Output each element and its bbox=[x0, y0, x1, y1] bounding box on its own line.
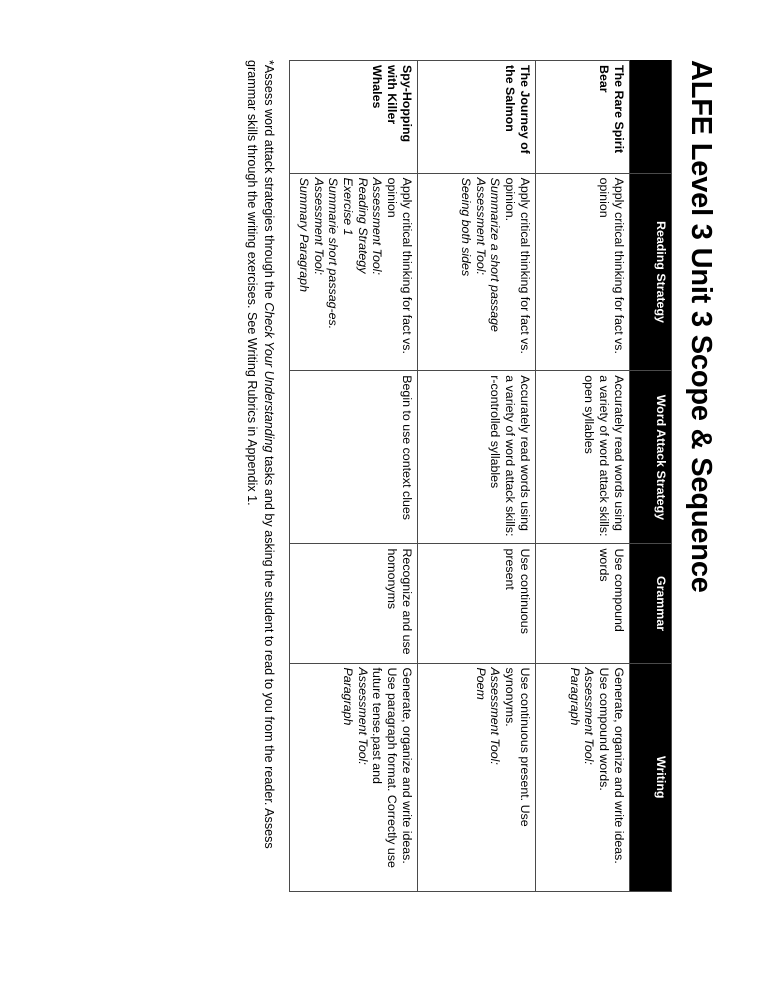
cell-writing-3 bbox=[289, 663, 417, 892]
table-row bbox=[535, 61, 629, 892]
page-title: ALFE Level 3 Unit 3 Scope & Sequence bbox=[685, 60, 717, 593]
cell-line-0: Use compound words bbox=[596, 548, 626, 632]
cell-line-1: Assessment Tool: bbox=[355, 667, 370, 765]
cell-line-1: Assessment Tool: bbox=[370, 177, 385, 275]
table-row bbox=[417, 61, 535, 892]
header-cell-writing: Writing bbox=[629, 663, 671, 892]
cell-line-0: Apply critical thinking for fact vs. opinion bbox=[596, 177, 626, 354]
cell-line-1: Assessment Tool: bbox=[582, 667, 597, 765]
cell-line-3: Exercise 1 bbox=[341, 177, 356, 236]
cell-line-0: Generate, organize and write ideas. Use paragraph format. Correctly use future tense.past and bbox=[370, 667, 414, 868]
cell-line-0: Accurately read words using a variety of word attack skills: r-controlled syllables bbox=[488, 375, 532, 537]
cell-line-5: Summary Paragraph bbox=[297, 177, 312, 292]
footnote-emphasis: Check Your Understanding bbox=[261, 302, 276, 453]
cell-line-0: Use continuous present. Use synonyms. bbox=[502, 667, 532, 827]
footnote-part2: tasks and by asking the student to read to you from the reader. Assess grammar skills through the writing exercises. See Writing Rubrics in Appendix 1. bbox=[245, 60, 276, 849]
table-header-row bbox=[629, 61, 671, 892]
header-cell-word-attack-strategy bbox=[629, 371, 671, 544]
cell-line-0: Apply critical thinking for fact vs. opinion bbox=[384, 177, 414, 354]
header-cell-reading-strategy: Reading Strategy bbox=[629, 173, 671, 371]
cell-word-attack-2 bbox=[417, 371, 535, 544]
cell-line-4: Summarie short passag-es. Assessment Tool: bbox=[311, 177, 341, 330]
header-word-attack-line2: Strategy bbox=[653, 470, 668, 521]
cell-line-0: Use continuous present bbox=[502, 548, 532, 634]
cell-line-2: Poem bbox=[473, 667, 488, 700]
row-title-3: Spy-Hopping with Killer Whales bbox=[289, 61, 417, 174]
table-header bbox=[629, 61, 671, 892]
cell-line-0: Accurately read words using a variety of word attack skills: open syllables bbox=[582, 375, 626, 537]
cell-writing-1 bbox=[535, 663, 629, 892]
cell-line-2: Assessment Tool: bbox=[473, 177, 488, 275]
cell-line-2: Paragraph bbox=[567, 667, 582, 726]
footnote-part1: *Assess word attack strategies through the bbox=[261, 60, 276, 303]
document-body bbox=[44, 58, 716, 938]
cell-grammar-2 bbox=[417, 544, 535, 663]
header-word-attack-line1: Word Attack bbox=[653, 394, 668, 467]
cell-grammar-3 bbox=[289, 544, 417, 663]
header-cell-grammar: Grammar bbox=[629, 544, 671, 663]
scope-and-sequence-table bbox=[289, 60, 672, 892]
cell-line-0: Apply critical thinking for fact vs. opinion. bbox=[502, 177, 532, 354]
cell-reading-strategy-1 bbox=[535, 173, 629, 371]
table-row bbox=[289, 61, 417, 892]
cell-line-0: Begin to use context clues bbox=[399, 375, 414, 520]
header-cell-blank bbox=[629, 61, 671, 174]
row-title-1: The Rare Spirit Bear bbox=[535, 61, 629, 174]
cell-reading-strategy-3 bbox=[289, 173, 417, 371]
cell-line-1: Assessment Tool: bbox=[488, 667, 503, 765]
table-body bbox=[289, 61, 629, 892]
cell-writing-2 bbox=[417, 663, 535, 892]
cell-line-2: Reading Strategy bbox=[355, 177, 370, 274]
cell-word-attack-3 bbox=[289, 371, 417, 544]
cell-line-3: Seeing both sides bbox=[459, 177, 474, 277]
cell-word-attack-1 bbox=[535, 371, 629, 544]
footnote bbox=[244, 60, 276, 890]
cell-reading-strategy-2 bbox=[417, 173, 535, 371]
cell-line-1: Summarize a short passage bbox=[488, 177, 503, 332]
cell-line-2: Paragraph bbox=[341, 667, 356, 726]
cell-grammar-1 bbox=[535, 544, 629, 663]
cell-line-0: Generate, organize and write ideas. Use compound words. bbox=[596, 667, 626, 864]
cell-line-0: Recognize and use homonyms bbox=[384, 548, 414, 655]
row-title-2: The Journey of the Salmon bbox=[417, 61, 535, 174]
